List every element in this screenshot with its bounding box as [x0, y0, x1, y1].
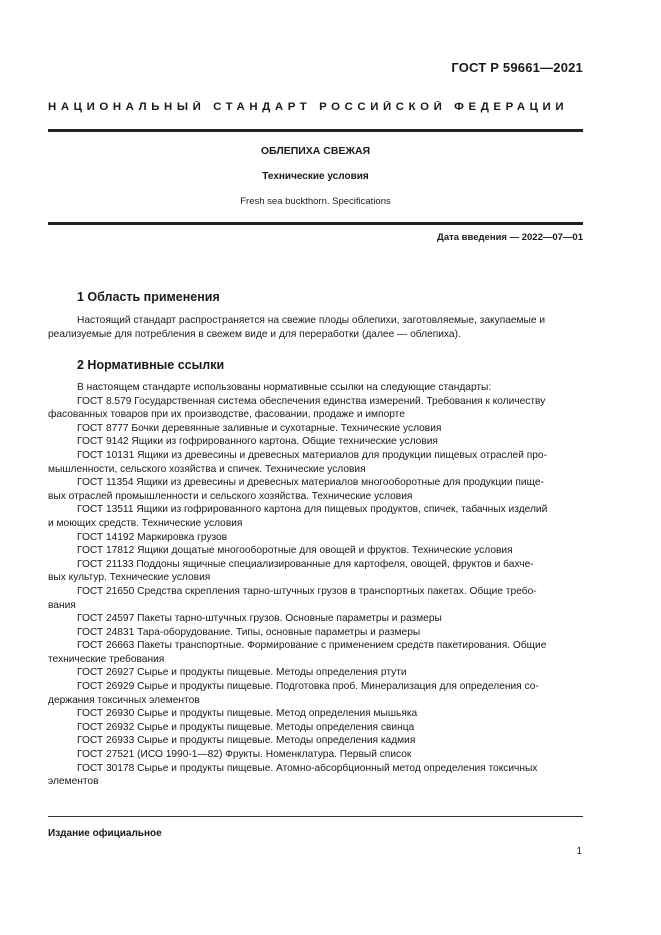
section-2-heading: 2 Нормативные ссылки	[77, 358, 225, 372]
paragraph-line: реализуемые для потребления в свежем виде и для переработки (далее — облепиха).	[48, 328, 461, 340]
reference-line: ГОСТ 9142 Ящики из гофрированного картона. Общие технические условия	[77, 436, 438, 448]
section-1-body	[48, 314, 583, 341]
reference-line: ГОСТ 24597 Пакеты тарно-штучных грузов. Основные параметры и размеры	[77, 613, 442, 625]
page-number: 1	[576, 846, 582, 857]
reference-line: ГОСТ 30178 Сырье и продукты пищевые. Атомно-абсорбционный метод определения токсичных	[77, 762, 538, 774]
national-standard-banner: НАЦИОНАЛЬНЫЙ СТАНДАРТ РОССИЙСКОЙ ФЕДЕРАЦИИ	[48, 101, 569, 113]
reference-line: вых отраслей промышленности и сельского хозяйства. Технические условия	[48, 490, 413, 502]
section-1-heading: 1 Область применения	[77, 290, 220, 304]
reference-line: технические требования	[48, 653, 165, 665]
paragraph-line: Настоящий стандарт распространяется на свежие плоды облепихи, заготовляемые, закупаемые и	[77, 315, 546, 326]
reference-line: ГОСТ 27521 (ИСО 1990-1—82) Фрукты. Номенклатура. Первый список	[77, 749, 412, 761]
reference-line: ГОСТ 13511 Ящики из гофрированного картона для пищевых продуктов, спичек, табачных изделий	[77, 504, 548, 516]
reference-line: ГОСТ 14192 Маркировка грузов	[77, 531, 228, 543]
document-code: ГОСТ Р 59661—2021	[451, 60, 583, 75]
reference-line: ГОСТ 21133 Поддоны ящичные специализированные для картофеля, овощей, фруктов и бахче-	[77, 558, 534, 570]
reference-line: ГОСТ 26663 Пакеты транспортные. Формирование с применением средств пакетирования. Общие	[77, 640, 547, 652]
reference-line: ГОСТ 24831 Тара-оборудование. Типы, основные параметры и размеры	[77, 626, 421, 638]
reference-line: мышленности, сельского хозяйства и спичек. Технические условия	[48, 463, 366, 475]
reference-line: ГОСТ 26929 Сырье и продукты пищевые. Подготовка проб. Минерализация для определения со-	[77, 681, 539, 693]
introduction-date: Дата введения — 2022—07—01	[437, 232, 583, 243]
standard-subtitle: Технические условия	[262, 171, 369, 182]
reference-line: В настоящем стандарте использованы нормативные ссылки на следующие стандарты:	[77, 382, 492, 393]
reference-line: ГОСТ 26927 Сырье и продукты пищевые. Методы определения ртути	[77, 667, 407, 679]
reference-line: ГОСТ 26930 Сырье и продукты пищевые. Метод определения мышьяка	[77, 708, 418, 720]
official-edition-label: Издание официальное	[48, 828, 162, 839]
reference-line: и моющих средств. Технические условия	[48, 517, 243, 529]
section-2-body	[48, 381, 583, 789]
reference-line: вания	[48, 599, 76, 611]
header-rule	[48, 129, 583, 132]
reference-line: вых культур. Технические условия	[48, 572, 211, 584]
reference-line: ГОСТ 26932 Сырье и продукты пищевые. Методы определения свинца	[77, 721, 415, 733]
reference-line: ГОСТ 11354 Ящики из древесины и древесных материалов многооборотные для продукции пище-	[77, 477, 544, 489]
reference-line: держания токсичных элементов	[48, 694, 200, 706]
reference-line: ГОСТ 17812 Ящики дощатые многооборотные для овощей и фруктов. Технические условия	[77, 545, 513, 557]
title-rule	[48, 222, 583, 225]
reference-line: ГОСТ 10131 Ящики из древесины и древесных материалов для продукции пищевых отраслей про-	[77, 449, 547, 461]
footer-rule	[48, 816, 583, 817]
reference-line: ГОСТ 21650 Средства скрепления тарно-штучных грузов в транспортных пакетах. Общие требо-	[77, 585, 537, 597]
standard-title-english: Fresh sea buckthorn. Specifications	[240, 196, 391, 207]
reference-line: ГОСТ 26933 Сырье и продукты пищевые. Методы определения кадмия	[77, 735, 416, 747]
reference-line: элементов	[48, 776, 99, 788]
reference-line: фасованных товаров при их производстве, фасовании, продаже и импорте	[48, 409, 405, 421]
standard-title: ОБЛЕПИХА СВЕЖАЯ	[260, 145, 371, 157]
reference-line: ГОСТ 8.579 Государственная система обеспечения единства измерений. Требования к количеству	[77, 395, 546, 407]
reference-line: ГОСТ 8777 Бочки деревянные заливные и сухотарные. Технические условия	[77, 422, 442, 434]
